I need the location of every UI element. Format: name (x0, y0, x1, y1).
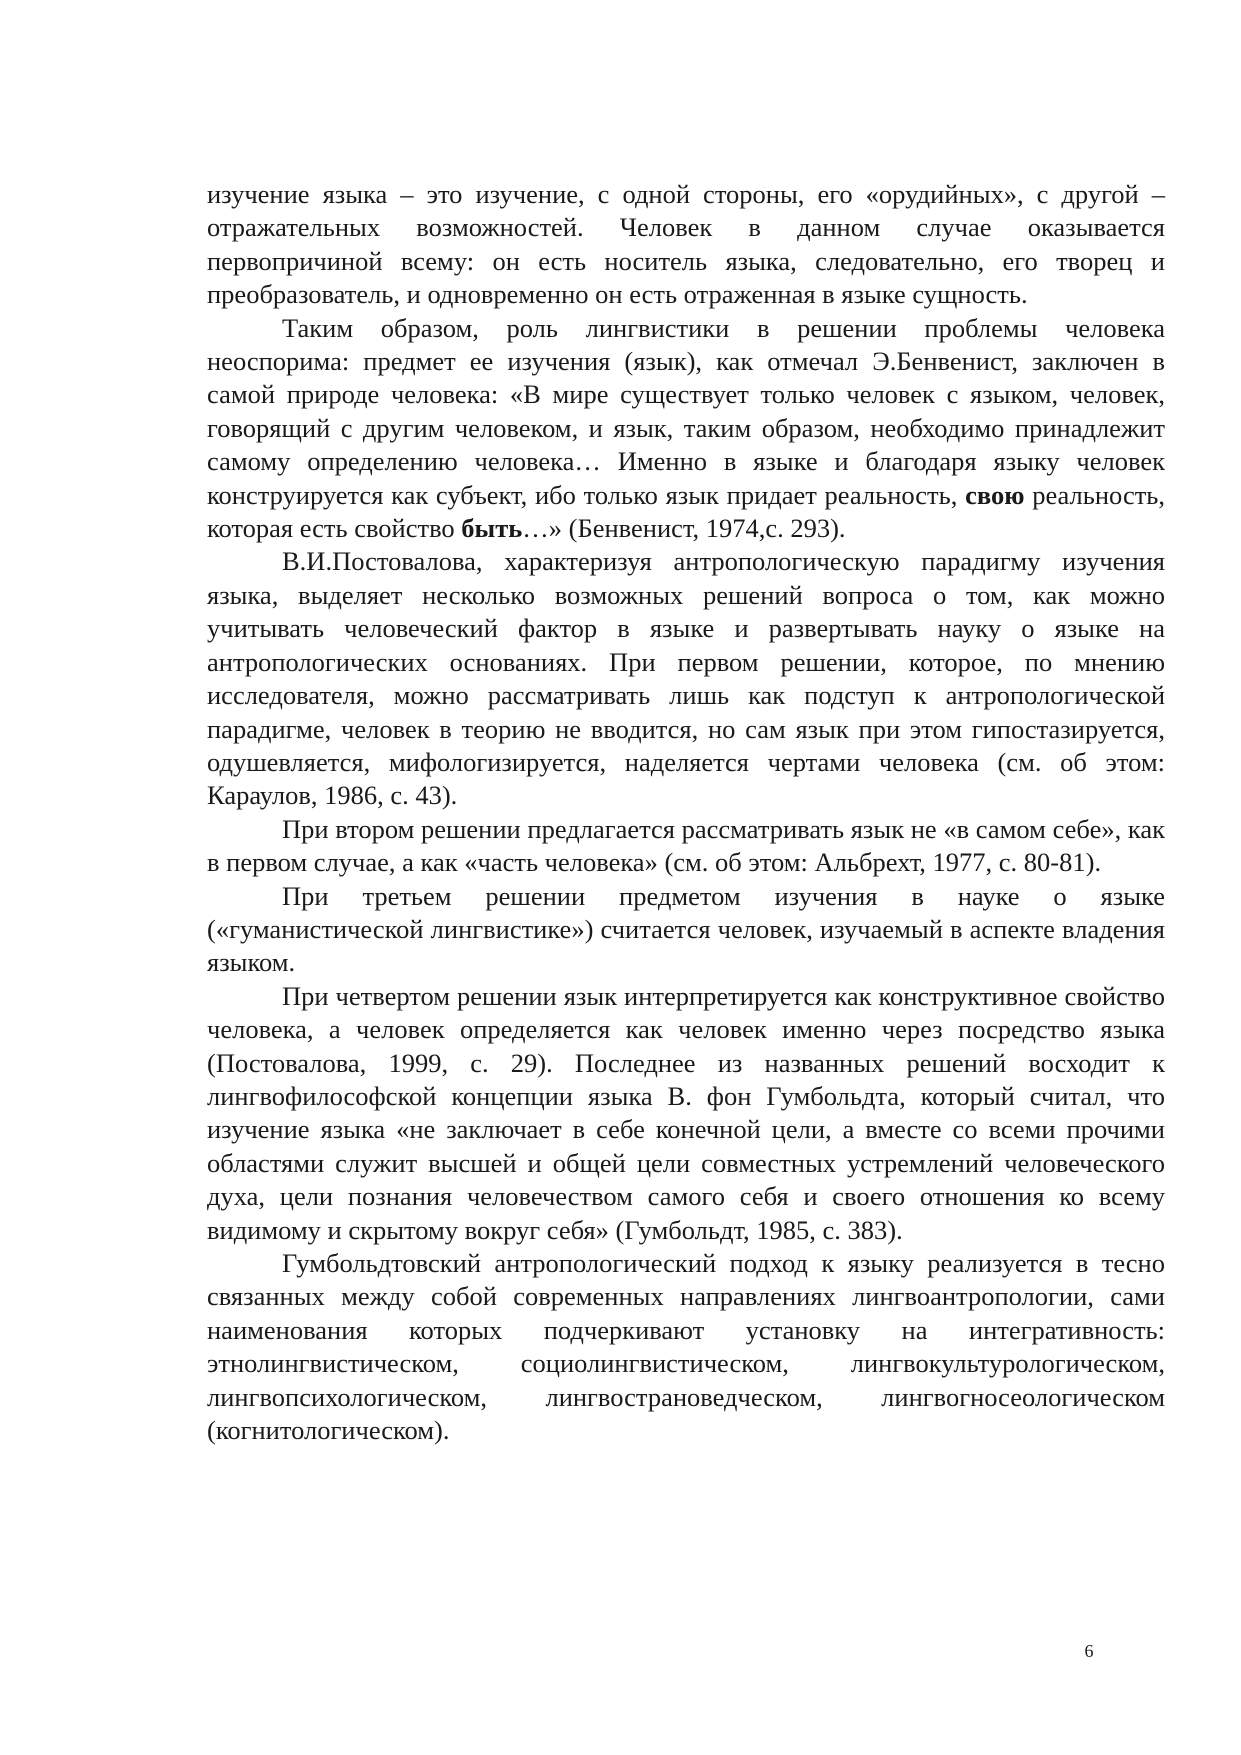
paragraph-text: Гумбольдтовский антропологический подход к языку реализуется в тесно связанных между собой современных направлениях лингвоантропологии, сами наименования которых подчеркивают установку на интегративность: этнолингвистическом, социолингвистическом, лингвокультурологическом, лингвопсихологическом, лингвострановедческом, лингвогносеологическом (когнитологическом). (207, 1248, 1165, 1446)
paragraph (207, 178, 1165, 312)
page-number: 6 (1084, 1641, 1094, 1661)
body-text (207, 178, 1165, 1447)
paragraph-text: При четвертом решении язык интерпретируется как конструктивное свойство человека, а человек определяется как человек именно через посредство языка (Постовалова, 1999, с. 29). Последнее из названных решений восходит к лингвофилософской концепции языка В. фон Гумбольдта, который считал, что изучение языка «не заключает в себе конечной цели, а вместе со всеми прочими областями служит высшей и общей цели совместных устремлений человеческого духа, цели познания человечеством самого себя и своего отношения ко всему видимому и скрытому вокруг себя» (Гумбольдт, 1985, с. 383). (207, 980, 1165, 1245)
bold-emphasis: свою (965, 479, 1025, 510)
paragraph (207, 1247, 1165, 1447)
paragraph (207, 545, 1165, 812)
paragraph (207, 980, 1165, 1247)
paragraph (207, 813, 1165, 880)
paragraph-text: реальность, которая есть свойство (207, 479, 1165, 544)
paragraph (207, 312, 1165, 546)
paragraph-text: …» (Бенвенист, 1974,с. 293). (522, 513, 846, 544)
paragraph-text: изучение языка – это изучение, с одной стороны, его «орудийных», с другой – отражательных возможностей. Человек в данном случае оказывается первопричиной всему: он есть носитель языка, следовательно, его творец и преобразователь, и одновременно он есть отраженная в языке сущность. (207, 179, 1165, 310)
paragraph-text: При втором решении предлагается рассматривать язык не «в самом себе», как в первом случае, а как «часть человека» (см. об этом: Альбрехт, 1977, с. 80-81). (207, 813, 1165, 878)
paragraph-text: В.И.Постовалова, характеризуя антропологическую парадигму изучения языка, выделяет несколько возможных решений вопроса о том, как можно учитывать человеческий фактор в языке и развертывать науку о языке на антропологических основаниях. При первом решении, которое, по мнению исследователя, можно рассматривать лишь как подступ к антропологической парадигме, человек в теорию не вводится, но сам язык при этом гипостазируется, одушевляется, мифологизируется, наделяется чертами человека (см. об этом: Караулов, 1986, с. 43). (207, 546, 1165, 811)
bold-emphasis: быть (461, 513, 523, 544)
paragraph (207, 880, 1165, 980)
paragraph-text: При третьем решении предметом изучения в науке о языке («гуманистической лингвистике») считается человек, изучаемый в аспекте владения языком. (207, 880, 1165, 978)
paragraph-text: Таким образом, роль лингвистики в решении проблемы человека неоспорима: предмет ее изучения (язык), как отмечал Э.Бенвенист, заключен в самой природе человека: «В мире существует только человек с языком, человек, говорящий с другим человеком, и язык, таким образом, необходимо принадлежит самому определению человека… Именно в языке и благодаря языку человек конструируется как субъект, ибо только язык придает реальность, (207, 312, 1165, 510)
